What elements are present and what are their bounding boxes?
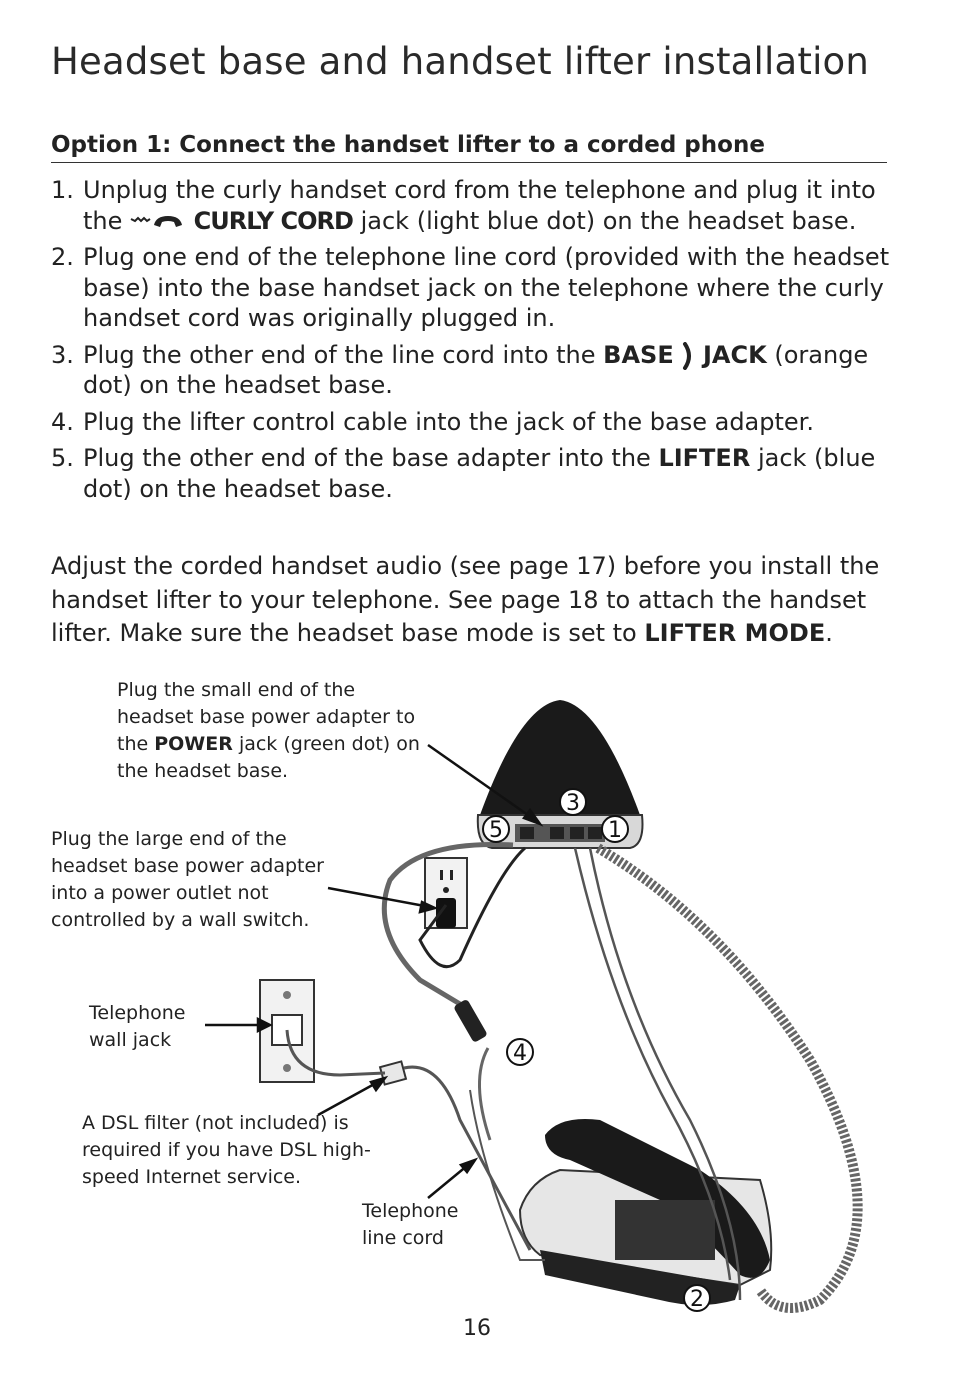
step-1 (51, 175, 901, 236)
curly-cord-icon (130, 213, 186, 231)
step-text: Plug the other end of the base adapter into the (83, 444, 651, 472)
svg-text:4: 4 (513, 1041, 527, 1066)
callout-number-4 (507, 1039, 533, 1066)
base-label: BASE (603, 340, 674, 369)
step-4 (51, 407, 901, 438)
lifter-label: LIFTER (658, 444, 751, 472)
step-number: 4. (51, 407, 74, 436)
power-small-callout: Plug the small end of the headset base power adapter to the POWER jack (green dot) on the headset base. (117, 679, 420, 782)
power-large-callout: Plug the large end of the headset base power adapter into a power outlet not controlled by a wall switch. (51, 828, 324, 931)
step-text: jack (light blue dot) on the headset base. (360, 206, 857, 235)
svg-text:3: 3 (566, 791, 580, 816)
step-number: 2. (51, 243, 74, 271)
step-text: (orange dot) on the headset base. (83, 340, 869, 399)
line-cord-callout: Telephone line cord (362, 1200, 459, 1249)
callout-number-2 (684, 1285, 710, 1312)
step-text: Plug the other end of the line cord into the (83, 340, 596, 369)
callout-number-1 (602, 816, 628, 843)
base-jack-icon (681, 342, 695, 370)
svg-text:1: 1 (608, 818, 622, 843)
instruction-list (51, 175, 901, 510)
step-2 (51, 242, 901, 334)
callout-number-5 (483, 816, 509, 843)
jack-label: JACK (703, 340, 767, 369)
page-number: 16 (463, 1316, 491, 1341)
section-heading: Option 1: Connect the handset lifter to a corded phone (51, 132, 887, 163)
power-outlet (425, 858, 467, 928)
step-text: Plug one end of the telephone line cord (provided with the headset base) into the base handset jack on the telephone where the curly handset cord was originally plugged in. (83, 243, 890, 332)
step-text: Plug the lifter control cable into the jack of the base adapter. (83, 407, 814, 436)
svg-text:2: 2 (690, 1287, 704, 1312)
curly-cord-label: CURLY CORD (193, 206, 353, 235)
step-number: 5. (51, 444, 74, 472)
dsl-callout: A DSL filter (not included) is required if you have DSL high-speed Internet service. (82, 1112, 371, 1188)
page-title: Headset base and handset lifter installation (51, 40, 870, 83)
telephone (520, 1119, 771, 1305)
step-3 (51, 340, 901, 401)
adjust-paragraph: Adjust the corded handset audio (see page 17) before you install the handset lifter to your telephone. See page 18 to attach the handset lifter. Make sure the headset base mode is set to LIFTER MODE. (51, 552, 880, 647)
step-number: 1. (51, 176, 74, 204)
step-text: Unplug the curly handset cord from the telephone and plug it into the (83, 176, 876, 235)
step-5 (51, 443, 901, 504)
step-text: jack (blue dot) on the headset base. (83, 444, 876, 503)
wall-jack-callout: Telephone wall jack (89, 1002, 186, 1051)
lifter-mode-label: LIFTER MODE (644, 619, 826, 647)
callout-number-3 (560, 789, 586, 816)
step-number: 3. (51, 340, 74, 369)
svg-text:5: 5 (489, 818, 503, 843)
